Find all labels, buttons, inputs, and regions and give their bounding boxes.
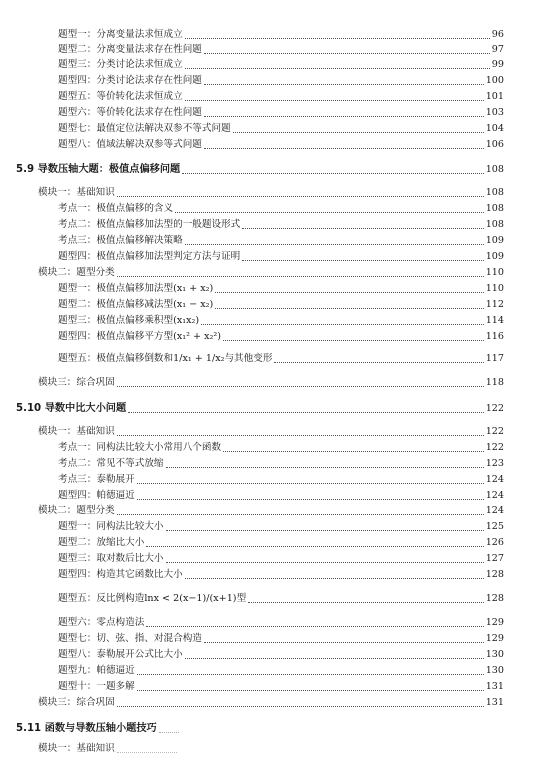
dot-leader: [146, 626, 483, 627]
entry-page: 108: [485, 219, 504, 230]
entry-prefix: 考点三：: [58, 474, 97, 485]
entry-page: 118: [485, 377, 504, 388]
entry-page: 130: [485, 649, 504, 660]
entry-title: 一题多解: [96, 681, 135, 692]
entry-prefix: 题型五：: [58, 91, 97, 102]
toc-entry[interactable]: [0, 617, 504, 629]
entry-title: 极值点偏移加法型: [96, 283, 174, 294]
dot-leader: [242, 228, 483, 229]
dot-leader: [166, 530, 484, 531]
toc-module[interactable]: [0, 267, 504, 279]
dot-leader: [204, 84, 484, 85]
entry-title: 泰勒展开: [96, 474, 135, 485]
entry-title: 分类讨论法求恒成立: [96, 59, 183, 70]
entry-prefix: 考点一：: [58, 442, 97, 453]
entry-title: 极值点偏移倒数和: [96, 353, 174, 364]
entry-title: 题型分类: [76, 267, 115, 278]
toc-entry[interactable]: [0, 91, 504, 103]
toc-chapter[interactable]: [0, 164, 504, 176]
entry-title: 反比例构造: [96, 593, 145, 604]
entry-title: 题型分类: [76, 505, 115, 516]
entry-page: 126: [485, 537, 504, 548]
dot-leader: [204, 53, 490, 54]
entry-page: 97: [491, 44, 504, 55]
entry-page: 100: [485, 75, 504, 86]
entry-prefix: 考点二：: [58, 458, 97, 469]
entry-page: 125: [485, 521, 504, 532]
chapter-number: 5.9: [16, 164, 38, 175]
entry-prefix: 模块二：: [38, 505, 77, 516]
entry-page: 128: [485, 593, 504, 604]
toc-entry[interactable]: [0, 29, 504, 41]
dot-leader: [182, 173, 483, 174]
dot-leader: [117, 435, 484, 436]
entry-title: 分类讨论法求存在性问题: [96, 75, 202, 86]
entry-prefix: 题型一：: [58, 29, 97, 40]
toc-chapter[interactable]: [0, 723, 181, 735]
dot-leader: [201, 324, 484, 325]
entry-title: 极值点偏移乘积型: [96, 315, 174, 326]
dot-leader: [223, 340, 484, 341]
toc-entry[interactable]: [0, 283, 504, 295]
toc-entry[interactable]: [0, 331, 504, 343]
entry-prefix: 题型一：: [58, 521, 97, 532]
entry-page: 109: [485, 235, 504, 246]
entry-prefix: 模块二：: [38, 267, 77, 278]
entry-title: 泰勒展开公式比大小: [96, 649, 183, 660]
entry-prefix: 题型四：: [58, 75, 97, 86]
entry-prefix: 模块一：: [38, 426, 77, 437]
toc-entry[interactable]: [0, 458, 504, 470]
chapter-number: 5.10: [16, 403, 45, 414]
dot-leader: [185, 244, 484, 245]
entry-title: 常见不等式放缩: [96, 458, 164, 469]
entry-page: 108: [485, 203, 504, 214]
dot-leader: [117, 276, 484, 277]
entry-page: 106: [485, 139, 504, 150]
toc-entry[interactable]: [0, 123, 504, 135]
entry-prefix: 模块一：: [38, 743, 77, 754]
dot-leader: [204, 148, 484, 149]
entry-page: 117: [485, 353, 504, 364]
dot-leader: [233, 132, 484, 133]
toc-entry[interactable]: [0, 537, 504, 549]
toc-entry[interactable]: [0, 235, 504, 247]
entry-formula: lnx < 2(x−1)/(x+1): [144, 593, 237, 604]
entry-title: 帕德逼近: [96, 665, 135, 676]
entry-suffix: 与其他变形: [224, 353, 273, 364]
toc-entry[interactable]: [0, 649, 504, 661]
dot-leader: [204, 116, 484, 117]
toc-entry[interactable]: [0, 219, 504, 231]
entry-page: 124: [485, 505, 504, 516]
chapter-title: 函数与导数压轴小题技巧: [44, 723, 157, 734]
toc-module[interactable]: [0, 697, 504, 709]
entry-page: 124: [485, 474, 504, 485]
dot-leader: [175, 212, 484, 213]
entry-page: 131: [485, 697, 504, 708]
toc-module[interactable]: [0, 187, 504, 199]
entry-page: 108: [485, 187, 504, 198]
entry-title: 极值点偏移解决策略: [96, 235, 183, 246]
entry-page: 124: [485, 490, 504, 501]
toc-entry[interactable]: [0, 593, 504, 605]
toc-module[interactable]: [0, 743, 179, 755]
entry-prefix: 考点二：: [58, 219, 97, 230]
entry-prefix: 模块三：: [38, 697, 77, 708]
toc-entry[interactable]: [0, 107, 504, 119]
toc-entry[interactable]: [0, 553, 504, 565]
entry-prefix: 题型八：: [58, 139, 97, 150]
dot-leader: [137, 690, 484, 691]
entry-prefix: 题型四：: [58, 569, 97, 580]
toc-entry[interactable]: [0, 315, 504, 327]
toc-entry[interactable]: [0, 633, 504, 645]
entry-page: 112: [485, 299, 504, 310]
entry-page: 128: [485, 569, 504, 580]
dot-leader: [128, 412, 484, 413]
entry-prefix: 题型十：: [58, 681, 97, 692]
entry-title: 零点构造法: [96, 617, 145, 628]
entry-title: 帕德逼近: [96, 490, 135, 501]
entry-title: 极值点偏移减法型: [96, 299, 174, 310]
entry-prefix: 题型四：: [58, 331, 97, 342]
toc-entry[interactable]: [0, 44, 504, 56]
entry-title: 最值定位法解决双参不等式问题: [96, 123, 231, 134]
entry-page: 109: [485, 251, 504, 262]
entry-prefix: 题型五：: [58, 353, 97, 364]
entry-title: 基础知识: [76, 187, 115, 198]
entry-formula: (x₁ − x₂): [173, 299, 214, 310]
entry-page: 122: [485, 403, 504, 414]
entry-page: 114: [485, 315, 504, 326]
dot-leader: [166, 467, 484, 468]
entry-title: 分离变量法求存在性问题: [96, 44, 202, 55]
dot-leader: [223, 451, 484, 452]
entry-title: 综合巩固: [76, 377, 115, 388]
dot-leader: [215, 308, 483, 309]
entry-page: 99: [491, 59, 504, 70]
entry-page: 129: [485, 617, 504, 628]
entry-page: 116: [485, 331, 504, 342]
entry-prefix: 考点三：: [58, 235, 97, 246]
toc-entry[interactable]: [0, 251, 504, 263]
dot-leader: [274, 362, 483, 363]
entry-title: 等价转化法求存在性问题: [96, 107, 202, 118]
entry-prefix: 题型三：: [58, 59, 97, 70]
dot-leader: [137, 674, 484, 675]
dot-leader: [248, 602, 484, 603]
toc-entry[interactable]: [0, 203, 504, 215]
entry-page: 122: [485, 426, 504, 437]
entry-page: 110: [485, 283, 504, 294]
entry-title: 极值点偏移的含义: [96, 203, 174, 214]
toc-entry[interactable]: [0, 521, 504, 533]
entry-prefix: 题型四：: [58, 251, 97, 262]
entry-page: 103: [485, 107, 504, 118]
entry-title: 构造其它函数比大小: [96, 569, 183, 580]
dot-leader: [117, 752, 177, 753]
dot-leader: [242, 260, 483, 261]
dot-leader: [159, 732, 179, 733]
entry-prefix: 考点一：: [58, 203, 97, 214]
dot-leader: [137, 499, 484, 500]
toc-entry[interactable]: [0, 569, 504, 581]
toc-entry[interactable]: [0, 299, 504, 311]
entry-formula: 1/x₁ + 1/x₂: [173, 353, 225, 364]
entry-page: 122: [485, 442, 504, 453]
toc-entry[interactable]: [0, 474, 504, 486]
entry-page: 129: [485, 633, 504, 644]
entry-page: 123: [485, 458, 504, 469]
dot-leader: [185, 658, 484, 659]
entry-prefix: 题型五：: [58, 593, 97, 604]
chapter-title: 导数压轴大题：极值点偏移问题: [37, 164, 181, 175]
entry-prefix: 题型七：: [58, 123, 97, 134]
entry-prefix: 模块三：: [38, 377, 77, 388]
entry-page: 104: [485, 123, 504, 134]
entry-prefix: 题型三：: [58, 315, 97, 326]
entry-prefix: 题型二：: [58, 537, 97, 548]
toc-entry[interactable]: [0, 139, 504, 151]
entry-prefix: 题型六：: [58, 107, 97, 118]
entry-page: 131: [485, 681, 504, 692]
entry-title: 极值点偏移加法型的一般题设形式: [96, 219, 241, 230]
entry-title: 极值点偏移平方型: [96, 331, 174, 342]
toc-entry[interactable]: [0, 59, 504, 71]
entry-page: 108: [485, 164, 504, 175]
dot-leader: [185, 100, 484, 101]
entry-title: 切、弦、指、对混合构造: [96, 633, 202, 644]
entry-prefix: 题型四：: [58, 490, 97, 501]
entry-page: 127: [485, 553, 504, 564]
entry-prefix: 题型六：: [58, 617, 97, 628]
entry-prefix: 模块一：: [38, 187, 77, 198]
entry-prefix: 题型一：: [58, 283, 97, 294]
entry-title: 同构法比较大小常用八个函数: [96, 442, 222, 453]
entry-title: 分离变量法求恒成立: [96, 29, 183, 40]
entry-prefix: 题型九：: [58, 665, 97, 676]
toc-entry[interactable]: [0, 665, 504, 677]
entry-title: 综合巩固: [76, 697, 115, 708]
dot-leader: [117, 196, 484, 197]
dot-leader: [117, 706, 484, 707]
entry-title: 同构法比较大小: [96, 521, 164, 532]
entry-title: 极值点偏移加法型判定方法与证明: [96, 251, 241, 262]
entry-title: 放缩比大小: [96, 537, 145, 548]
dot-leader: [185, 578, 484, 579]
entry-page: 130: [485, 665, 504, 676]
entry-page: 101: [485, 91, 504, 102]
entry-title: 基础知识: [76, 426, 115, 437]
entry-suffix: 型: [236, 593, 247, 604]
entry-prefix: 题型七：: [58, 633, 97, 644]
dot-leader: [166, 562, 484, 563]
toc-module[interactable]: [0, 505, 504, 517]
dot-leader: [185, 68, 490, 69]
entry-title: 等价转化法求恒成立: [96, 91, 183, 102]
dot-leader: [117, 514, 484, 515]
entry-page: 96: [491, 29, 504, 40]
entry-title: 值域法解决双参等式问题: [96, 139, 202, 150]
entry-formula: (x₁² + x₂²): [173, 331, 221, 342]
entry-page: 110: [485, 267, 504, 278]
entry-formula: (x₁ + x₂): [173, 283, 214, 294]
entry-title: 取对数后比大小: [96, 553, 164, 564]
toc-chapter[interactable]: [0, 403, 504, 415]
dot-leader: [215, 292, 483, 293]
toc-entry[interactable]: [0, 75, 504, 87]
toc-entry[interactable]: [0, 490, 504, 502]
entry-prefix: 题型二：: [58, 299, 97, 310]
entry-formula: (x₁x₂): [173, 315, 200, 326]
entry-prefix: 题型八：: [58, 649, 97, 660]
toc-entry[interactable]: [0, 442, 504, 454]
dot-leader: [185, 38, 490, 39]
entry-prefix: 题型三：: [58, 553, 97, 564]
toc-module[interactable]: [0, 426, 504, 438]
chapter-title: 导数中比大小问题: [44, 403, 127, 414]
toc-entry[interactable]: [0, 353, 504, 365]
dot-leader: [146, 546, 483, 547]
toc-entry[interactable]: [0, 681, 504, 693]
chapter-number: 5.11: [16, 723, 45, 734]
toc-module[interactable]: [0, 377, 504, 389]
dot-leader: [137, 483, 484, 484]
dot-leader: [117, 386, 484, 387]
dot-leader: [204, 642, 484, 643]
entry-title: 基础知识: [76, 743, 115, 754]
entry-prefix: 题型二：: [58, 44, 97, 55]
